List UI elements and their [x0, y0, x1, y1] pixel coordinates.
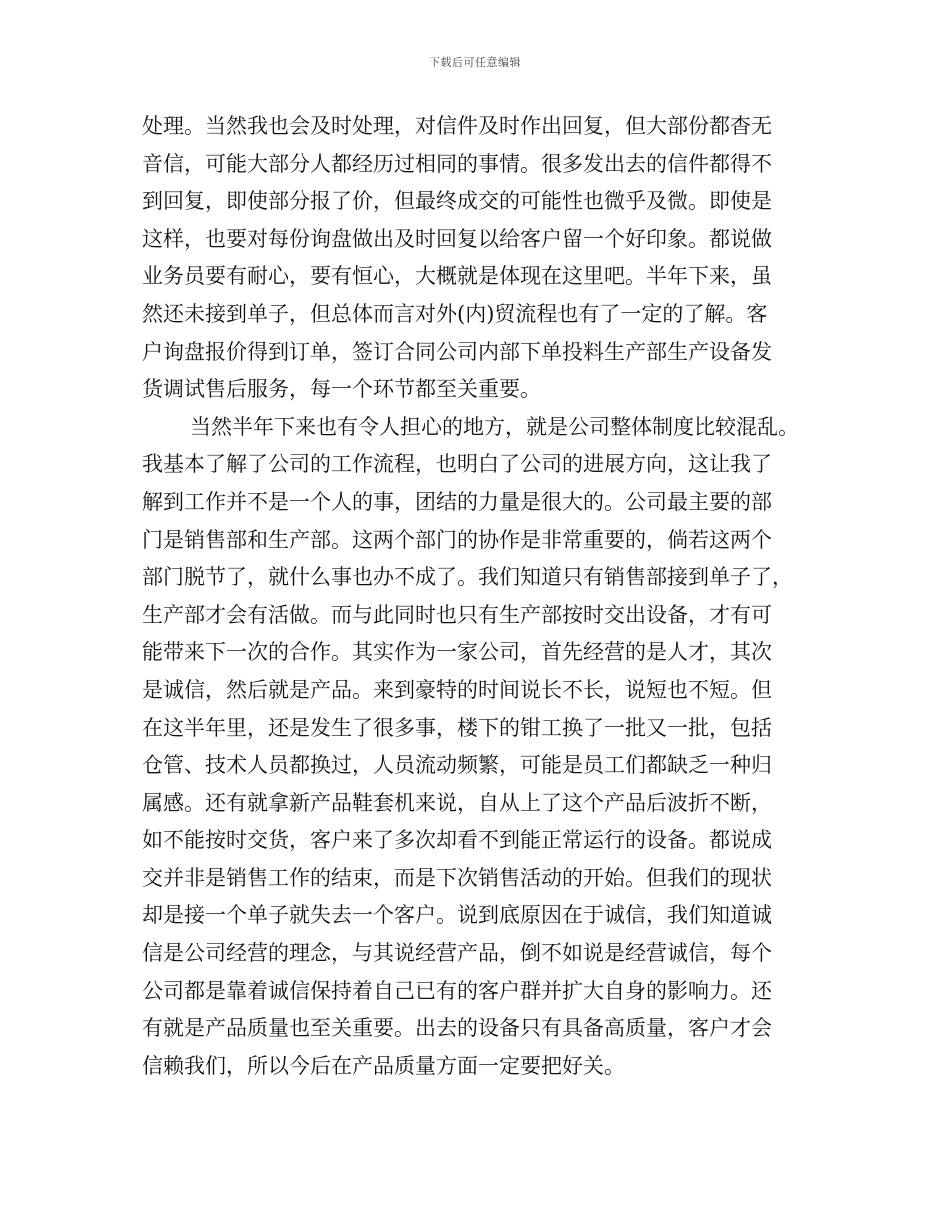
- text-line: 信赖我们，所以今后在产品质量方面一定要把好关。: [142, 1053, 625, 1078]
- text-line: 我基本了解了公司的工作流程，也明白了公司的进展方向，这让我了: [142, 452, 772, 477]
- text-line: 有就是产品质量也至关重要。出去的设备只有具备高质量，客户才会: [142, 1016, 772, 1041]
- text-line: 货调试售后服务，每一个环节都至关重要。: [142, 377, 541, 402]
- text-line: 部门脱节了，就什么事也办不成了。我们知道只有销售部接到单子了，: [142, 565, 793, 590]
- text-line: 公司都是靠着诚信保持着自己已有的客户群并扩大自身的影响力。还: [142, 978, 772, 1003]
- text-line: 解到工作并不是一个人的事，团结的力量是很大的。公司最主要的部: [142, 489, 772, 514]
- text-line: 到回复，即使部分报了价，但最终成交的可能性也微乎及微。即使是: [142, 189, 772, 214]
- text-line: 户询盘报价得到订单，签订合同公司内部下单投料生产部生产设备发: [142, 339, 772, 364]
- text-line: 属感。还有就拿新产品鞋套机来说，自从上了这个产品后波折不断，: [142, 790, 772, 815]
- text-line: 交并非是销售工作的结束，而是下次销售活动的开始。但我们的现状: [142, 865, 772, 890]
- text-line: 然还未接到单子，但总体而言对外(内)贸流程也有了一定的了解。客: [142, 301, 768, 326]
- text-line: 能带来下一次的合作。其实作为一家公司，首先经营的是人才，其次: [142, 640, 772, 665]
- text-line: 门是销售部和生产部。这两个部门的协作是非常重要的，倘若这两个: [142, 527, 772, 552]
- text-line: 如不能按时交货，客户来了多次却看不到能正常运行的设备。都说成: [142, 828, 772, 853]
- text-line: 处理。当然我也会及时处理，对信件及时作出回复，但大部份都杳无: [142, 114, 772, 138]
- text-line: 在这半年里，还是发生了很多事，楼下的钳工换了一批又一批，包括: [142, 715, 772, 740]
- document-body: [142, 108, 817, 1085]
- text-line: 这样，也要对每份询盘做出及时回复以给客户留一个好印象。都说做: [142, 226, 772, 251]
- text-line: 仓管、技术人员都换过，人员流动频繁，可能是员工们都缺乏一种归: [142, 753, 772, 778]
- text-line: 是诚信，然后就是产品。来到豪特的时间说长不长，说短也不短。但: [142, 677, 772, 702]
- text-line: 音信，可能大部分人都经历过相同的事情。很多发出去的信件都得不: [142, 151, 772, 176]
- text-line: 信是公司经营的理念，与其说经营产品，倒不如说是经营诚信，每个: [142, 941, 772, 966]
- paragraph-1: [142, 108, 817, 409]
- text-line: 业务员要有耐心，要有恒心，大概就是体现在这里吧。半年下来，虽: [142, 264, 772, 289]
- paragraph-2: [142, 409, 817, 1086]
- text-line: 生产部才会有活做。而与此同时也只有生产部按时交出设备，才有可: [142, 602, 772, 627]
- text-line-indented: 当然半年下来也有令人担心的地方，就是公司整体制度比较混乱。: [190, 414, 799, 439]
- text-line: 却是接一个单子就失去一个客户。说到底原因在于诚信，我们知道诚: [142, 903, 772, 928]
- page-header: 下载后可任意编辑: [429, 56, 521, 69]
